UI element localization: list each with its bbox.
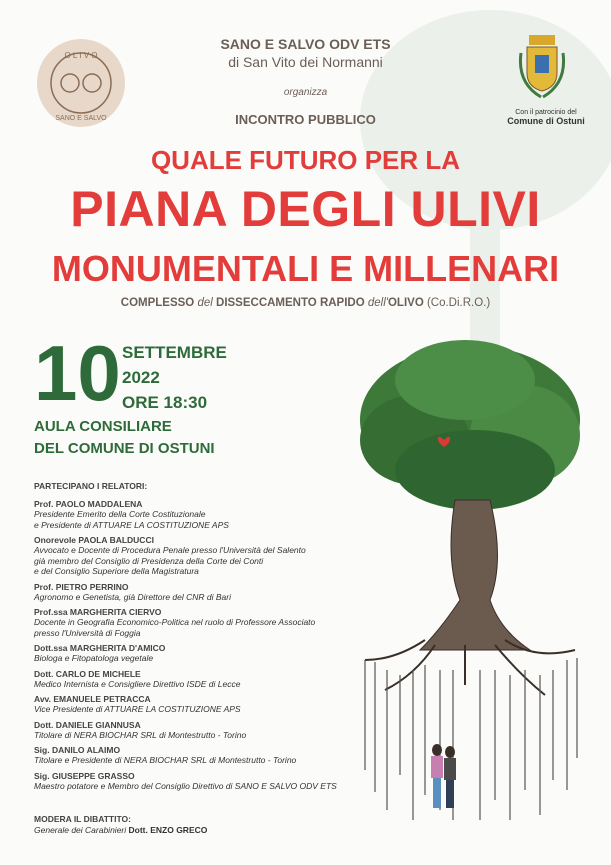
speaker-name: Onorevole PAOLA BALDUCCI (34, 535, 154, 545)
event-day: 10 (34, 329, 121, 417)
speaker-description: Biologa e Fitopatologa vegetale (34, 653, 154, 663)
speaker-entry (34, 720, 354, 741)
speaker-entry (34, 582, 354, 603)
speaker-description: Vice Presidente di ATTUARE LA COSTITUZIONE APS (34, 704, 241, 714)
speaker-description: Medico Internista e Consigliere Direttivo ISDE di Lecce (34, 678, 241, 689)
speakers-heading: PARTECIPANO I RELATORI: (34, 481, 148, 491)
speaker-name: Avv. EMANUELE PETRACCA (34, 694, 151, 704)
event-month: SETTEMBRE (122, 343, 227, 362)
svg-text:SANO E SALVO: SANO E SALVO (55, 115, 107, 122)
speaker-description: Titolare e Presidente di NERA BIOCHAR SRL di Montestrutto - Torino (34, 755, 297, 765)
moderator-section (34, 814, 354, 836)
svg-text:O L I V O: O L I V O (64, 51, 98, 60)
venue-line2: DEL COMUNE DI OSTUNI (34, 440, 215, 457)
patronage-line2: Comune di Ostuni (507, 116, 585, 126)
event-type: INCONTRO PUBBLICO (235, 112, 376, 127)
speaker-entry (34, 535, 354, 577)
speaker-description: Titolare di NERA BIOCHAR SRL di Montestrutto - Torino (34, 729, 247, 740)
speaker-entry (34, 643, 354, 664)
couple-figure (431, 744, 456, 808)
speaker-description: Agronomo e Genetista, già Direttore del CNR di Bari (34, 591, 232, 602)
speaker-name: Sig. GIUSEPPE GRASSO (34, 770, 135, 781)
speaker-name: Dott.ssa MARGHERITA D'AMICO (34, 643, 166, 653)
venue-line1: AULA CONSILIARE (34, 418, 172, 435)
speaker-description: Avvocato e Docente di Procedura Penale presso l'Università del Salento (34, 545, 306, 555)
speaker-list (34, 499, 354, 791)
speaker-description: già membro del Consiglio di Presidenza della Corte dei Conti (34, 555, 264, 566)
subtitle: COMPLESSO del DISSECCAMENTO RAPIDO dell'OLIVO (Co.Di.R.O.) (120, 297, 491, 309)
speaker-entry (34, 607, 354, 638)
speaker-name: Dott. CARLO DE MICHELE (34, 668, 141, 679)
speaker-name: Prof.ssa MARGHERITA CIERVO (34, 607, 162, 617)
moderator-line: Generale dei Carabinieri Dott. ENZO GRECO (34, 825, 208, 835)
event-time: ORE 18:30 (122, 393, 208, 412)
organizer-place: di San Vito dei Normanni (228, 54, 383, 70)
title-line3: MONUMENTALI E MILLENARI (51, 248, 560, 289)
speaker-name: Prof. PIETRO PERRINO (34, 581, 129, 592)
organizer-name: SANO E SALVO ODV ETS (220, 36, 391, 52)
speaker-entry (34, 499, 354, 530)
organizza-label: organizza (283, 87, 328, 98)
speaker-name: Sig. DANILO ALAIMO (34, 745, 121, 755)
speaker-entry (34, 745, 354, 766)
speaker-name: Prof. PAOLO MADDALENA (34, 499, 143, 509)
event-year: 2022 (122, 368, 160, 387)
moderator-heading: MODERA IL DIBATTITO: (34, 814, 131, 824)
olive-tree-illustration (355, 340, 585, 830)
speaker-entry (34, 669, 354, 690)
title-line1: QUALE FUTURO PER LA (150, 145, 461, 175)
speaker-name: Dott. DANIELE GIANNUSA (34, 719, 141, 730)
speakers-section (34, 481, 354, 791)
title-line2: PIANA DEGLI ULIVI (70, 181, 541, 237)
speaker-entry (34, 771, 354, 792)
municipal-crest-icon (517, 33, 567, 103)
patronage (498, 108, 594, 127)
speaker-entry (34, 694, 354, 715)
speaker-description: Presidente Emerito della Corte Costituzionale (34, 509, 206, 519)
patronage-line1: Con il patrocinio del (515, 109, 577, 116)
speaker-description: e Presidente di ATTUARE LA COSTITUZIONE APS (34, 519, 229, 530)
speaker-description: Docente in Geografia Economico-Politica nel ruolo di Professore Associato (34, 617, 316, 627)
speaker-description: presso l'Università di Foggia (34, 627, 141, 638)
speaker-description: e del Consiglio Superiore della Magistratura (34, 566, 199, 576)
speaker-description: Maestro potatore e Membro del Consiglio Direttivo di SANO E SALVO ODV ETS (34, 780, 337, 791)
